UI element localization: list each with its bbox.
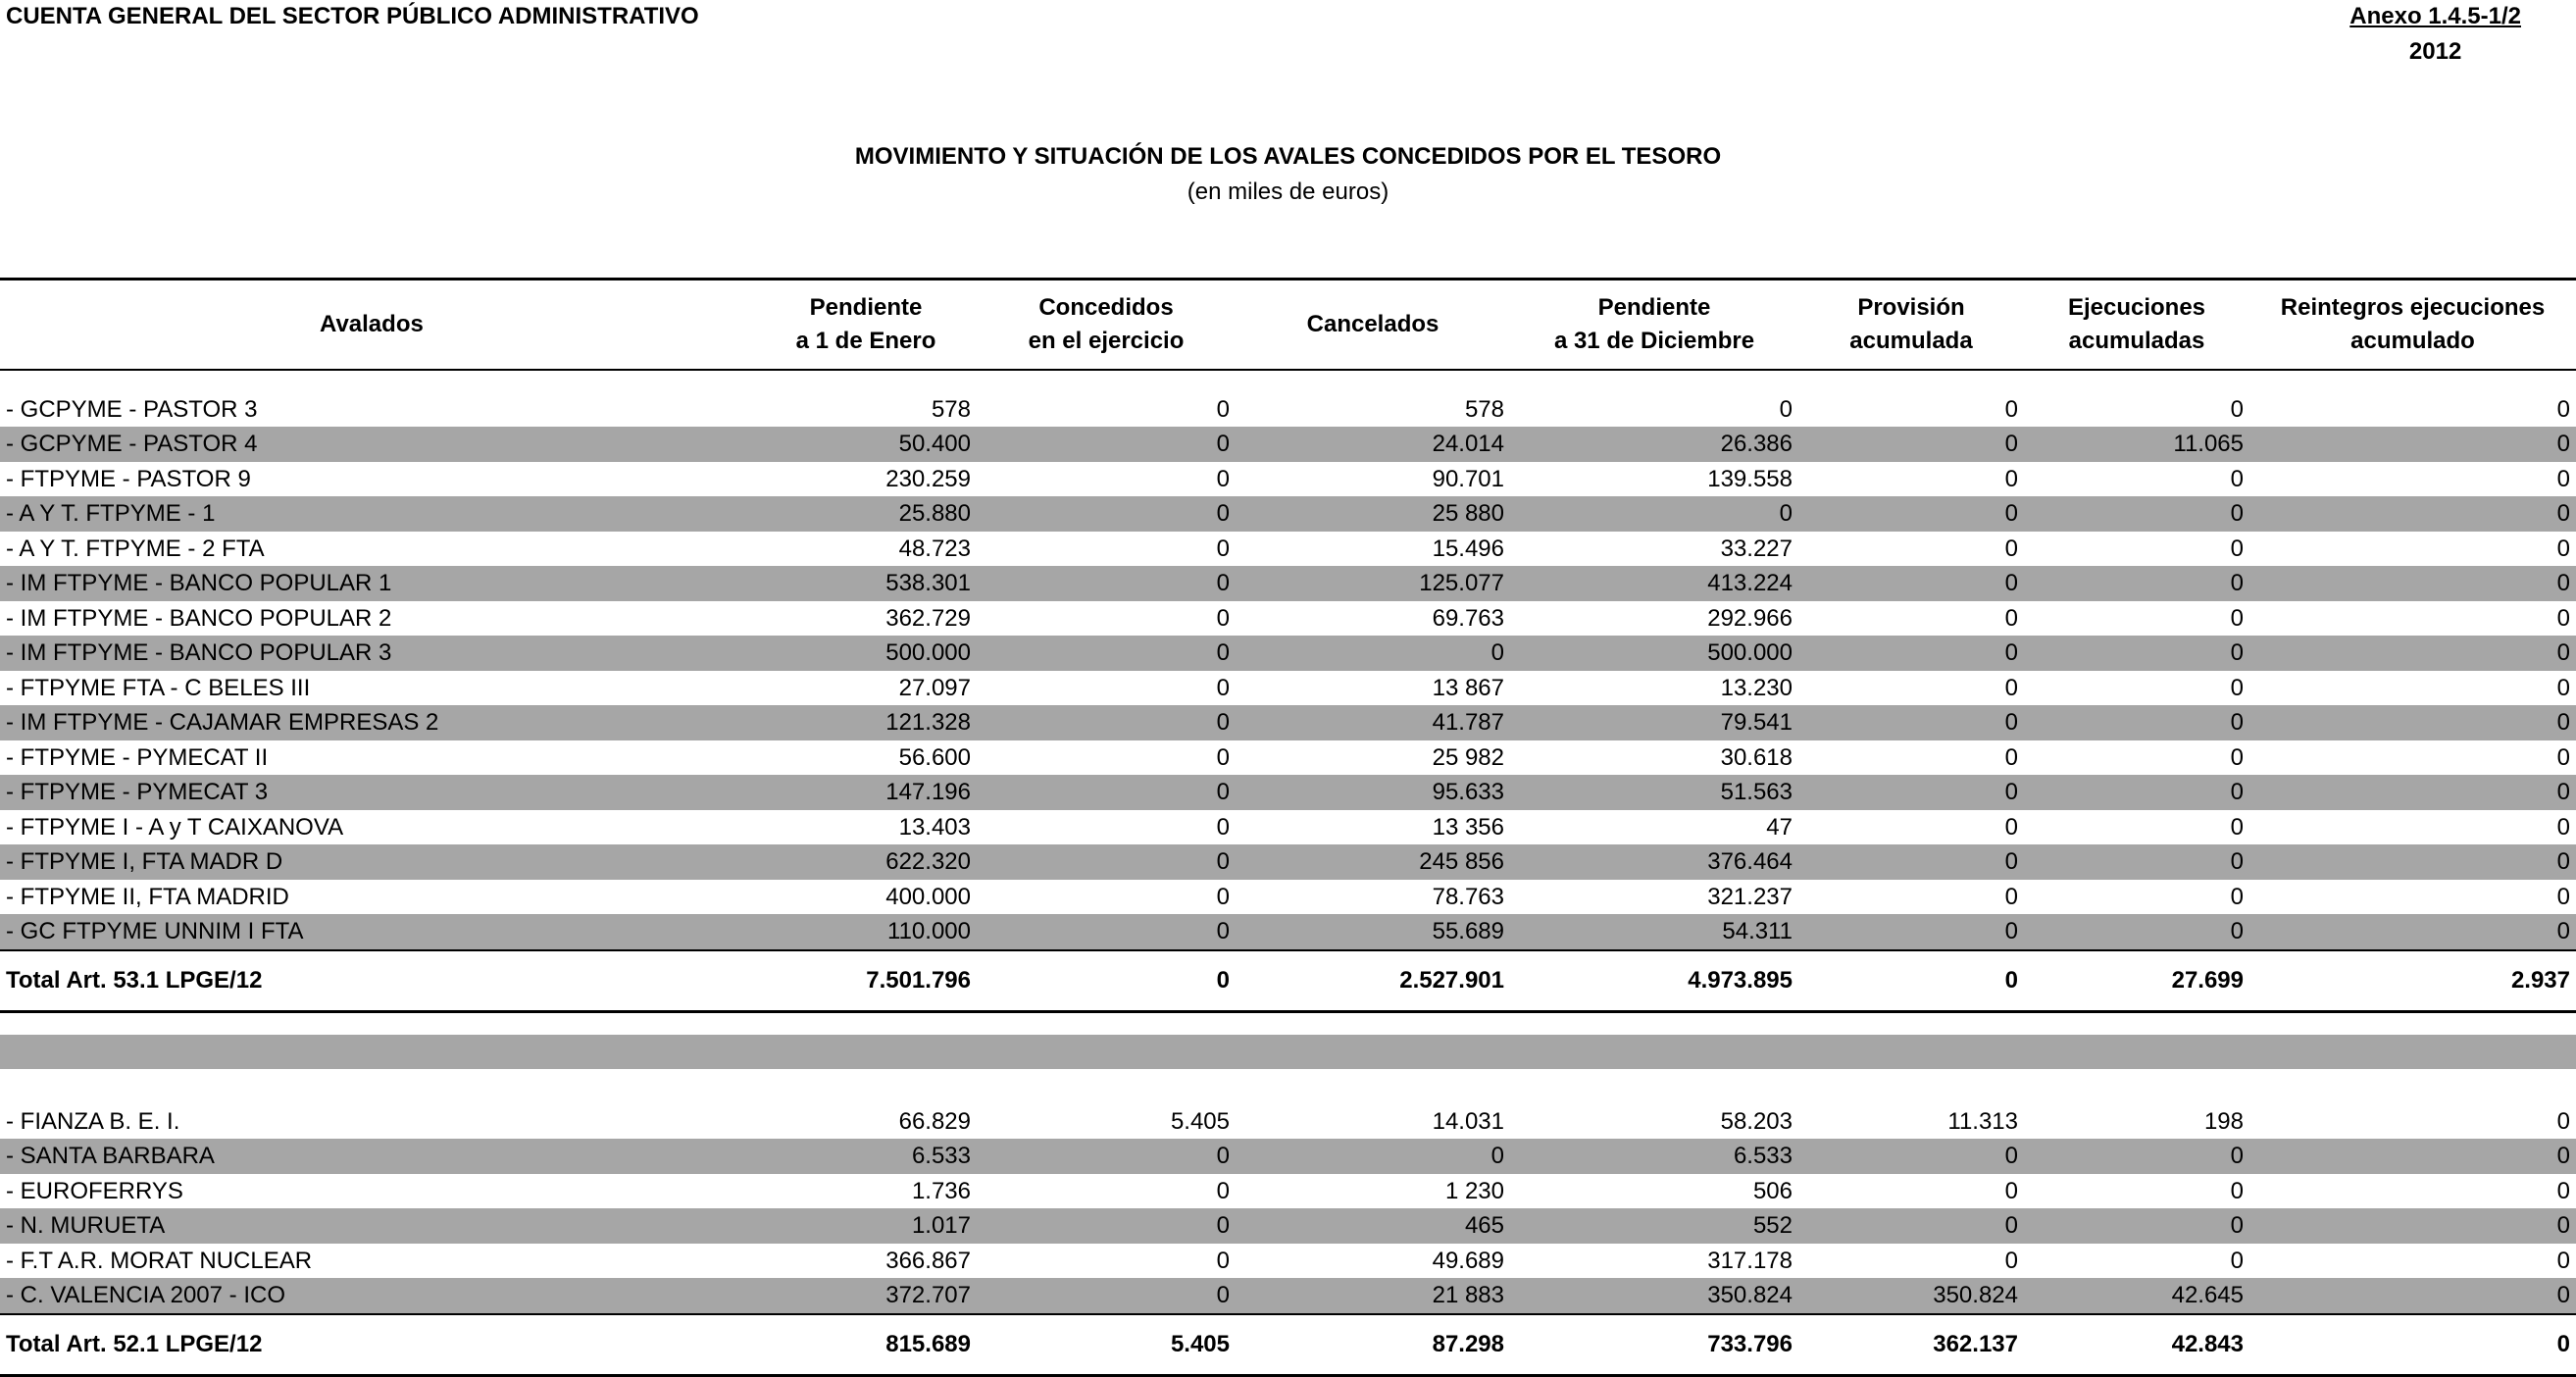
empty-cell xyxy=(755,1011,977,1035)
cell-value: 0 xyxy=(2249,1208,2576,1244)
cell-value: 0 xyxy=(2230,743,2244,771)
row-label: - A Y T. FTPYME - 1 xyxy=(0,496,755,532)
row-label: Total Art. 52.1 LPGE/12 xyxy=(0,1314,755,1376)
row-label: - GC FTPYME UNNIM I FTA xyxy=(0,914,755,950)
cell-value: 0 xyxy=(2249,775,2576,810)
empty-cell xyxy=(755,370,977,392)
cell-value: 362.137 xyxy=(1798,1314,2024,1376)
empty-cell xyxy=(977,1011,1236,1035)
table-row xyxy=(0,601,2576,637)
empty-cell xyxy=(2024,1069,2249,1104)
empty-cell xyxy=(1798,1069,2024,1104)
cell-value: 0 xyxy=(1798,705,2024,740)
row-label: - N. MURUETA xyxy=(0,1208,755,1244)
cell-value: 13.230 xyxy=(1720,674,1793,701)
cell-value: 0 xyxy=(2024,496,2249,532)
cell-value: 0 xyxy=(1236,1139,1510,1174)
empty-cell xyxy=(2249,1069,2576,1104)
cell-value: 27.097 xyxy=(898,674,971,701)
spacer-row xyxy=(0,1011,2576,1035)
cell-value: 41.787 xyxy=(1236,705,1510,740)
cell-value: 0 xyxy=(1216,813,1230,841)
cell-value: 58.203 xyxy=(1720,1107,1793,1135)
cell-value: 0 xyxy=(977,775,1236,810)
table-row xyxy=(0,1244,2576,1279)
cell-value: 0 xyxy=(1216,1177,1230,1204)
cell-value: 0 xyxy=(2249,1139,2576,1174)
cell-value: 0 xyxy=(2004,813,2018,841)
cell-value: 0 xyxy=(1779,395,1793,423)
cell-value: 552 xyxy=(1510,1208,1798,1244)
cell-value: 0 xyxy=(1798,496,2024,532)
cell-value: 0 xyxy=(1798,844,2024,880)
cell-value: 66.829 xyxy=(898,1107,971,1135)
empty-cell xyxy=(0,370,755,392)
column-header: Provisión acumulada xyxy=(1798,280,2024,370)
row-label: - IM FTPYME - BANCO POPULAR 3 xyxy=(0,636,755,671)
cell-value: 0 xyxy=(2249,914,2576,950)
cell-value: 0 xyxy=(1798,566,2024,601)
cell-value: 0 xyxy=(2024,844,2249,880)
cell-value: 0 xyxy=(1798,914,2024,950)
cell-value: 95.633 xyxy=(1236,775,1510,810)
cell-value: 0 xyxy=(2556,674,2570,701)
column-header: Reintegros ejecuciones acumulado xyxy=(2249,280,2576,370)
table-row xyxy=(0,462,2576,497)
report-subtitle: (en miles de euros) xyxy=(1187,178,1389,205)
cell-value: 54.311 xyxy=(1510,914,1798,950)
cell-value: 13 867 xyxy=(1432,674,1504,701)
empty-cell xyxy=(2024,1035,2249,1069)
cell-value: 0 xyxy=(1510,496,1798,532)
cell-value: 0 xyxy=(977,566,1236,601)
row-label: Total Art. 53.1 LPGE/12 xyxy=(0,950,755,1012)
cell-value: 0 xyxy=(2004,395,2018,423)
cell-value: 230.259 xyxy=(885,465,971,492)
empty-cell xyxy=(1510,1069,1798,1104)
cell-value: 15.496 xyxy=(1432,535,1504,562)
cell-value: 121.328 xyxy=(755,705,977,740)
cell-value: 0 xyxy=(1216,604,1230,632)
cell-value: 147.196 xyxy=(755,775,977,810)
total-row xyxy=(0,950,2576,1012)
cell-value: 0 xyxy=(2249,1314,2576,1376)
empty-cell xyxy=(0,1011,755,1035)
table-row xyxy=(0,1104,2576,1140)
cell-value: 0 xyxy=(1216,1247,1230,1274)
cell-value: 0 xyxy=(2024,1139,2249,1174)
cell-value: 0 xyxy=(2004,1247,2018,1274)
cell-value: 51.563 xyxy=(1510,775,1798,810)
cell-value: 30.618 xyxy=(1720,743,1793,771)
cell-value: 372.707 xyxy=(755,1278,977,1314)
cell-value: 42.843 xyxy=(2024,1314,2249,1376)
annex-reference: Anexo 1.4.5-1/2 xyxy=(2349,3,2521,29)
cell-value: 0 xyxy=(977,1278,1236,1314)
cell-value: 815.689 xyxy=(755,1314,977,1376)
table-row xyxy=(0,496,2576,532)
cell-value: 25.880 xyxy=(755,496,977,532)
cell-value: 125.077 xyxy=(1236,566,1510,601)
empty-cell xyxy=(0,1069,755,1104)
cell-value: 47 xyxy=(1766,813,1793,841)
table-header xyxy=(0,280,2576,370)
cell-value: 87.298 xyxy=(1236,1314,1510,1376)
report-title: MOVIMIENTO Y SITUACIÓN DE LOS AVALES CONCEDIDOS POR EL TESORO xyxy=(854,143,1722,170)
empty-cell xyxy=(977,1035,1236,1069)
cell-value: 0 xyxy=(977,496,1236,532)
table-row xyxy=(0,880,2576,915)
table-row xyxy=(0,810,2576,845)
row-label: - FTPYME - PYMECAT II xyxy=(6,743,269,771)
cell-value: 0 xyxy=(977,1139,1236,1174)
spacer-row xyxy=(0,1069,2576,1104)
cell-value: 78.763 xyxy=(1432,883,1504,910)
column-header: Avalados xyxy=(0,280,755,370)
cell-value: 0 xyxy=(2024,1208,2249,1244)
cell-value: 69.763 xyxy=(1432,604,1504,632)
cell-value: 5.405 xyxy=(977,1314,1236,1376)
cell-value: 350.824 xyxy=(1510,1278,1798,1314)
report-year: 2012 xyxy=(2408,38,2462,65)
empty-cell xyxy=(2249,1011,2576,1035)
cell-value: 0 xyxy=(2024,566,2249,601)
empty-cell xyxy=(755,1069,977,1104)
cell-value: 0 xyxy=(2230,535,2244,562)
cell-value: 0 xyxy=(2004,1177,2018,1204)
cell-value: 0 xyxy=(977,844,1236,880)
header-row xyxy=(0,280,2576,370)
row-label: - FTPYME I - A y T CAIXANOVA xyxy=(6,813,344,841)
row-label: - FTPYME - PYMECAT 3 xyxy=(0,775,755,810)
cell-value: 24.014 xyxy=(1236,427,1510,462)
cell-value: 25 880 xyxy=(1236,496,1510,532)
row-label: - F.T A.R. MORAT NUCLEAR xyxy=(6,1247,313,1274)
cell-value: 79.541 xyxy=(1510,705,1798,740)
table-row xyxy=(0,532,2576,567)
cell-value: 0 xyxy=(977,636,1236,671)
cell-value: 0 xyxy=(1236,636,1510,671)
empty-cell xyxy=(977,1069,1236,1104)
cell-value: 4.973.895 xyxy=(1510,950,1798,1012)
cell-value: 33.227 xyxy=(1720,535,1793,562)
cell-value: 0 xyxy=(2230,465,2244,492)
cell-value: 21 883 xyxy=(1236,1278,1510,1314)
cell-value: 465 xyxy=(1236,1208,1510,1244)
cell-value: 6.533 xyxy=(755,1139,977,1174)
empty-cell xyxy=(977,370,1236,392)
table-row xyxy=(0,844,2576,880)
cell-value: 0 xyxy=(2556,535,2570,562)
organization-title: CUENTA GENERAL DEL SECTOR PÚBLICO ADMINISTRATIVO xyxy=(6,3,699,29)
cell-value: 292.966 xyxy=(1707,604,1793,632)
table-row xyxy=(0,705,2576,740)
cell-value: 0 xyxy=(2230,674,2244,701)
cell-value: 0 xyxy=(2556,1247,2570,1274)
cell-value: 0 xyxy=(1216,674,1230,701)
cell-value: 13 356 xyxy=(1432,813,1504,841)
cell-value: 0 xyxy=(2249,636,2576,671)
cell-value: 0 xyxy=(1216,743,1230,771)
cell-value: 0 xyxy=(2249,844,2576,880)
cell-value: 0 xyxy=(2249,705,2576,740)
row-label: - EUROFERRYS xyxy=(6,1177,183,1204)
cell-value: 14.031 xyxy=(1432,1107,1504,1135)
cell-value: 0 xyxy=(1798,775,2024,810)
cell-value: 538.301 xyxy=(755,566,977,601)
cell-value: 0 xyxy=(1216,465,1230,492)
column-header: Concedidos en el ejercicio xyxy=(977,280,1236,370)
cell-value: 0 xyxy=(1216,883,1230,910)
annex-block xyxy=(2349,3,2521,66)
cell-value: 0 xyxy=(977,914,1236,950)
cell-value: 25 982 xyxy=(1432,743,1504,771)
cell-value: 0 xyxy=(2230,395,2244,423)
cell-value: 0 xyxy=(2556,395,2570,423)
cell-value: 1 230 xyxy=(1444,1177,1504,1204)
cell-value: 0 xyxy=(2556,1107,2570,1135)
cell-value: 733.796 xyxy=(1510,1314,1798,1376)
cell-value: 0 xyxy=(2556,813,2570,841)
cell-value: 50.400 xyxy=(755,427,977,462)
empty-cell xyxy=(2024,1011,2249,1035)
cell-value: 42.645 xyxy=(2024,1278,2249,1314)
cell-value: 1.017 xyxy=(755,1208,977,1244)
cell-value: 49.689 xyxy=(1432,1247,1504,1274)
cell-value: 0 xyxy=(1216,535,1230,562)
cell-value: 0 xyxy=(2249,427,2576,462)
table-row xyxy=(0,775,2576,810)
table-row xyxy=(0,1208,2576,1244)
empty-cell xyxy=(1236,1035,1510,1069)
table-row xyxy=(0,1174,2576,1209)
cell-value: 2.937 xyxy=(2249,950,2576,1012)
cell-value: 11.313 xyxy=(1947,1107,2018,1135)
cell-value: 317.178 xyxy=(1707,1247,1793,1274)
row-label: - GCPYME - PASTOR 4 xyxy=(0,427,755,462)
cell-value: 6.533 xyxy=(1510,1139,1798,1174)
table-row xyxy=(0,1278,2576,1314)
row-label: - IM FTPYME - BANCO POPULAR 2 xyxy=(6,604,392,632)
cell-value: 0 xyxy=(2004,535,2018,562)
cell-value: 0 xyxy=(2004,743,2018,771)
cell-value: 362.729 xyxy=(885,604,971,632)
cell-value: 0 xyxy=(2556,883,2570,910)
row-label: - SANTA BARBARA xyxy=(0,1139,755,1174)
cell-value: 0 xyxy=(2556,465,2570,492)
cell-value: 500.000 xyxy=(1510,636,1798,671)
empty-cell xyxy=(0,1035,755,1069)
table-row xyxy=(0,914,2576,950)
cell-value: 0 xyxy=(2230,1247,2244,1274)
cell-value: 0 xyxy=(2004,883,2018,910)
cell-value: 376.464 xyxy=(1510,844,1798,880)
cell-value: 0 xyxy=(2230,1177,2244,1204)
column-header: Pendiente a 31 de Diciembre xyxy=(1510,280,1798,370)
empty-cell xyxy=(755,1035,977,1069)
row-label: - IM FTPYME - BANCO POPULAR 1 xyxy=(0,566,755,601)
cell-value: 27.699 xyxy=(2024,950,2249,1012)
table-row xyxy=(0,636,2576,671)
row-label: - FTPYME II, FTA MADRID xyxy=(6,883,289,910)
cell-value: 400.000 xyxy=(885,883,971,910)
cell-value: 0 xyxy=(2556,604,2570,632)
cell-value: 90.701 xyxy=(1432,465,1504,492)
cell-value: 7.501.796 xyxy=(755,950,977,1012)
cell-value: 622.320 xyxy=(755,844,977,880)
cell-value: 0 xyxy=(2004,604,2018,632)
cell-value: 55.689 xyxy=(1236,914,1510,950)
cell-value: 0 xyxy=(2004,674,2018,701)
cell-value: 506 xyxy=(1752,1177,1793,1204)
cell-value: 26.386 xyxy=(1510,427,1798,462)
cell-value: 578 xyxy=(1464,395,1504,423)
cell-value: 110.000 xyxy=(755,914,977,950)
cell-value: 139.558 xyxy=(1707,465,1793,492)
cell-value: 350.824 xyxy=(1798,1278,2024,1314)
cell-value: 0 xyxy=(2004,465,2018,492)
column-header: Ejecuciones acumuladas xyxy=(2024,280,2249,370)
empty-cell xyxy=(2249,1035,2576,1069)
empty-cell xyxy=(1798,1011,2024,1035)
empty-cell xyxy=(1236,370,1510,392)
cell-value: 11.065 xyxy=(2024,427,2249,462)
empty-cell xyxy=(1798,370,2024,392)
cell-value: 0 xyxy=(2249,496,2576,532)
cell-value: 0 xyxy=(2230,883,2244,910)
table-row xyxy=(0,671,2576,706)
cell-value: 56.600 xyxy=(898,743,971,771)
empty-cell xyxy=(1510,1035,1798,1069)
cell-value: 0 xyxy=(2024,775,2249,810)
row-label: - FTPYME FTA - C BELES III xyxy=(6,674,311,701)
row-label: - IM FTPYME - CAJAMAR EMPRESAS 2 xyxy=(0,705,755,740)
cell-value: 321.237 xyxy=(1707,883,1793,910)
cell-value: 500.000 xyxy=(755,636,977,671)
cell-value: 245 856 xyxy=(1236,844,1510,880)
cell-value: 2.527.901 xyxy=(1236,950,1510,1012)
cell-value: 0 xyxy=(977,427,1236,462)
row-label: - FTPYME - PASTOR 9 xyxy=(6,465,251,492)
cell-value: 0 xyxy=(1798,636,2024,671)
cell-value: 0 xyxy=(977,705,1236,740)
column-header: Pendiente a 1 de Enero xyxy=(755,280,977,370)
empty-cell xyxy=(1236,1011,1510,1035)
cell-value: 0 xyxy=(2024,914,2249,950)
separator-row xyxy=(0,1035,2576,1069)
row-label: - FIANZA B. E. I. xyxy=(6,1107,180,1135)
cell-value: 0 xyxy=(2249,566,2576,601)
table-body xyxy=(0,370,2576,1376)
total-row xyxy=(0,1314,2576,1376)
cell-value: 0 xyxy=(1798,1208,2024,1244)
cell-value: 0 xyxy=(977,1208,1236,1244)
cell-value: 0 xyxy=(1216,395,1230,423)
cell-value: 0 xyxy=(977,950,1236,1012)
row-label: - FTPYME I, FTA MADR D xyxy=(0,844,755,880)
table-row xyxy=(0,392,2576,428)
guarantees-table xyxy=(0,278,2576,1377)
row-label: - C. VALENCIA 2007 - ICO xyxy=(0,1278,755,1314)
cell-value: 13.403 xyxy=(898,813,971,841)
empty-cell xyxy=(1510,1011,1798,1035)
cell-value: 198 xyxy=(2203,1107,2244,1135)
spacer-row xyxy=(0,370,2576,392)
table-row xyxy=(0,740,2576,776)
cell-value: 0 xyxy=(1798,950,2024,1012)
cell-value: 0 xyxy=(2024,636,2249,671)
cell-value: 0 xyxy=(2230,604,2244,632)
table-row xyxy=(0,1139,2576,1174)
cell-value: 5.405 xyxy=(1170,1107,1230,1135)
column-header: Cancelados xyxy=(1236,280,1510,370)
cell-value: 0 xyxy=(2024,705,2249,740)
cell-value: 0 xyxy=(2249,1278,2576,1314)
cell-value: 413.224 xyxy=(1510,566,1798,601)
empty-cell xyxy=(1236,1069,1510,1104)
empty-cell xyxy=(2024,370,2249,392)
table-row xyxy=(0,427,2576,462)
cell-value: 0 xyxy=(2556,743,2570,771)
empty-cell xyxy=(1798,1035,2024,1069)
cell-value: 578 xyxy=(931,395,971,423)
row-label: - GCPYME - PASTOR 3 xyxy=(6,395,258,423)
cell-value: 0 xyxy=(2556,1177,2570,1204)
empty-cell xyxy=(2249,370,2576,392)
cell-value: 366.867 xyxy=(885,1247,971,1274)
cell-value: 48.723 xyxy=(898,535,971,562)
row-label: - A Y T. FTPYME - 2 FTA xyxy=(6,535,265,562)
cell-value: 1.736 xyxy=(911,1177,971,1204)
cell-value: 0 xyxy=(2230,813,2244,841)
empty-cell xyxy=(1510,370,1798,392)
cell-value: 0 xyxy=(1798,427,2024,462)
cell-value: 0 xyxy=(1798,1139,2024,1174)
table-row xyxy=(0,566,2576,601)
